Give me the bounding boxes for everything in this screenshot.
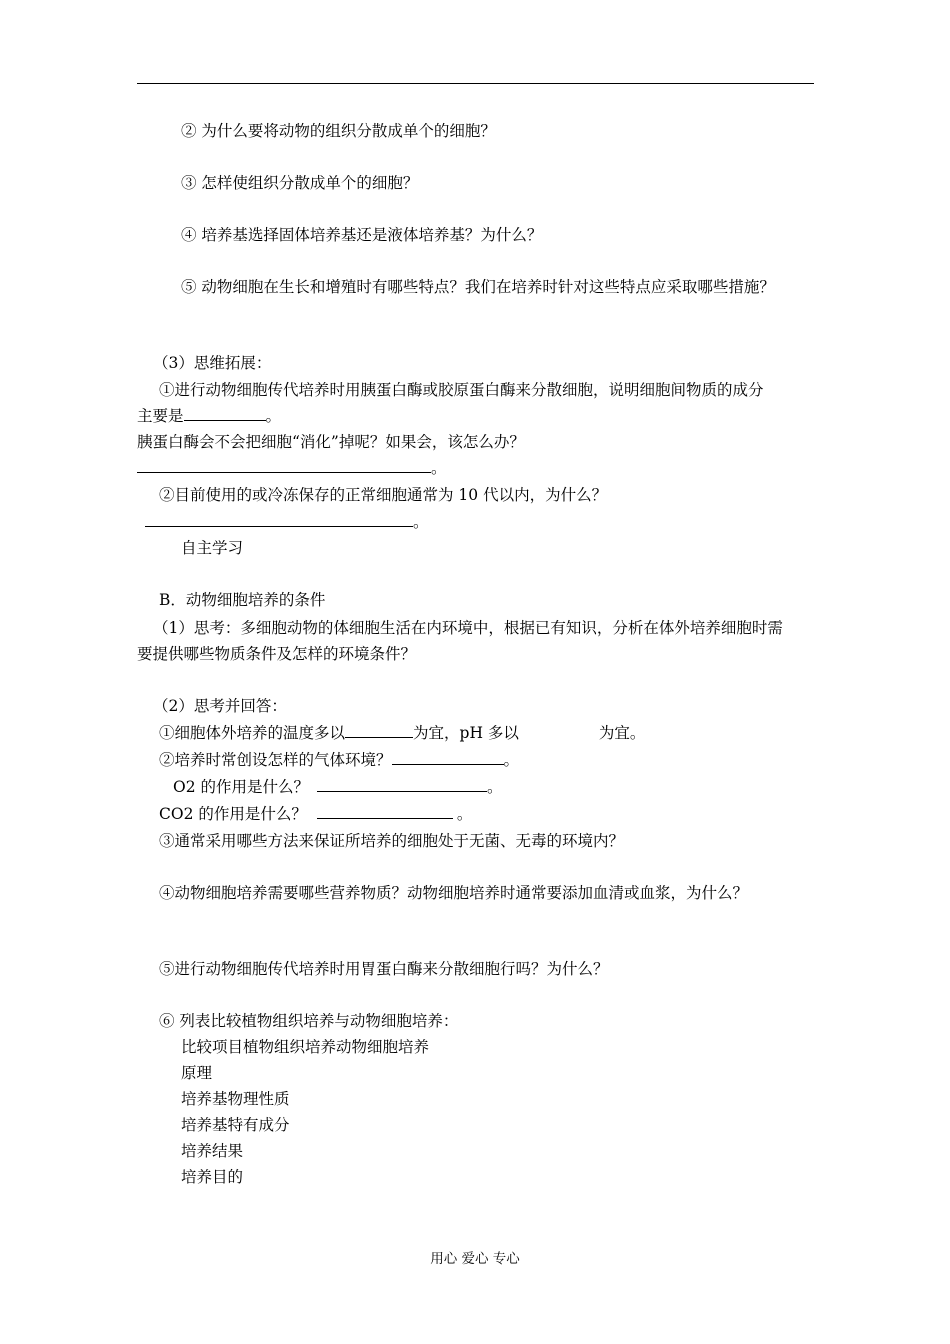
comparison-row-medium-physical: 培养基物理性质: [181, 1090, 290, 1108]
comparison-row-principle: 原理: [181, 1064, 213, 1082]
temperature-blank[interactable]: [345, 722, 413, 738]
answer-blank[interactable]: [145, 511, 413, 527]
co2-blank[interactable]: [317, 803, 453, 819]
section-3-item-1-answer-line: [137, 405, 281, 427]
temperature-ph-question: [159, 722, 645, 744]
question-3: ③ 怎样使组织分散成单个的细胞？: [181, 174, 419, 192]
o2-prefix: O2 的作用是什么？: [173, 778, 309, 796]
o2-suffix: 。: [487, 778, 503, 796]
gas-blank[interactable]: [392, 749, 504, 765]
comparison-row-purpose: 培养目的: [181, 1168, 244, 1186]
nutrients-question: ④动物细胞培养需要哪些营养物质？动物细胞培养时通常要添加血清或血浆，为什么？: [159, 884, 749, 902]
self-study-heading: 自主学习: [181, 539, 244, 557]
section-b-title: B．动物细胞培养的条件: [159, 591, 326, 609]
pepsin-question: ⑤进行动物细胞传代培养时用胃蛋白酶来分散细胞行吗？为什么？: [159, 960, 609, 978]
gas-environment-question: [159, 749, 519, 771]
section-3-title: （3）思维拓展：: [153, 354, 272, 372]
comparison-question: ⑥ 列表比较植物组织培养与动物细胞培养：: [159, 1012, 459, 1030]
header-rule: [137, 83, 814, 84]
section-3-item-1-question: 胰蛋白酶会不会把细胞“消化”掉呢？如果会，该怎么办？: [137, 433, 525, 451]
section-b-item-1: （1）思考：多细胞动物的体细胞生活在内环境中，根据已有知识，分析在体外培养细胞时需: [153, 619, 783, 637]
question-5: ⑤ 动物细胞在生长和增殖时有哪些特点？我们在培养时针对这些特点应采取哪些措施？: [181, 278, 775, 296]
answer-blank[interactable]: [184, 405, 266, 421]
answer-suffix: 。: [431, 459, 447, 477]
section-b-item-1-cont: 要提供哪些物质条件及怎样的环境条件？: [137, 645, 417, 663]
comparison-row-medium-components: 培养基特有成分: [181, 1116, 290, 1134]
section-3-item-2-answer-line: [145, 511, 429, 533]
o2-question: [173, 776, 503, 798]
answer-suffix: 。: [265, 407, 282, 425]
section-3-item-2: ②目前使用的或冷冻保存的正常细胞通常为 10 代以内，为什么？: [159, 486, 608, 504]
sterile-question: ③通常采用哪些方法来保证所培养的细胞处于无菌、无毒的环境内？: [159, 832, 625, 850]
question-2: ② 为什么要将动物的组织分散成单个的细胞？: [181, 122, 496, 140]
co2-question: [159, 803, 472, 825]
answer-prefix: 主要是: [137, 407, 184, 425]
section-b-item-2-title: （2）思考并回答：: [153, 697, 287, 715]
section-3-item-1-long-answer: [137, 457, 447, 479]
comparison-table-header: 比较项目植物组织培养动物细胞培养: [181, 1038, 430, 1056]
ph-suffix: 为宜。: [598, 724, 646, 742]
answer-suffix: 。: [413, 513, 429, 531]
comparison-row-result: 培养结果: [181, 1142, 244, 1160]
question-4: ④ 培养基选择固体培养基还是液体培养基？为什么？: [181, 226, 543, 244]
page-footer: 用心 爱心 专心: [430, 1251, 520, 1267]
section-3-item-1: ①进行动物细胞传代培养时用胰蛋白酶或胶原蛋白酶来分散细胞，说明细胞间物质的成分: [159, 381, 764, 399]
co2-prefix: CO2 的作用是什么？: [159, 805, 307, 823]
temperature-prefix: ①细胞体外培养的温度多以: [159, 724, 346, 742]
ph-prefix: 为宜，pH 多以: [413, 724, 519, 742]
co2-suffix: 。: [456, 805, 473, 823]
answer-blank[interactable]: [137, 457, 431, 473]
gas-prefix: ②培养时常创设怎样的气体环境？: [159, 751, 392, 769]
gas-suffix: 。: [503, 751, 520, 769]
o2-blank[interactable]: [317, 776, 487, 792]
